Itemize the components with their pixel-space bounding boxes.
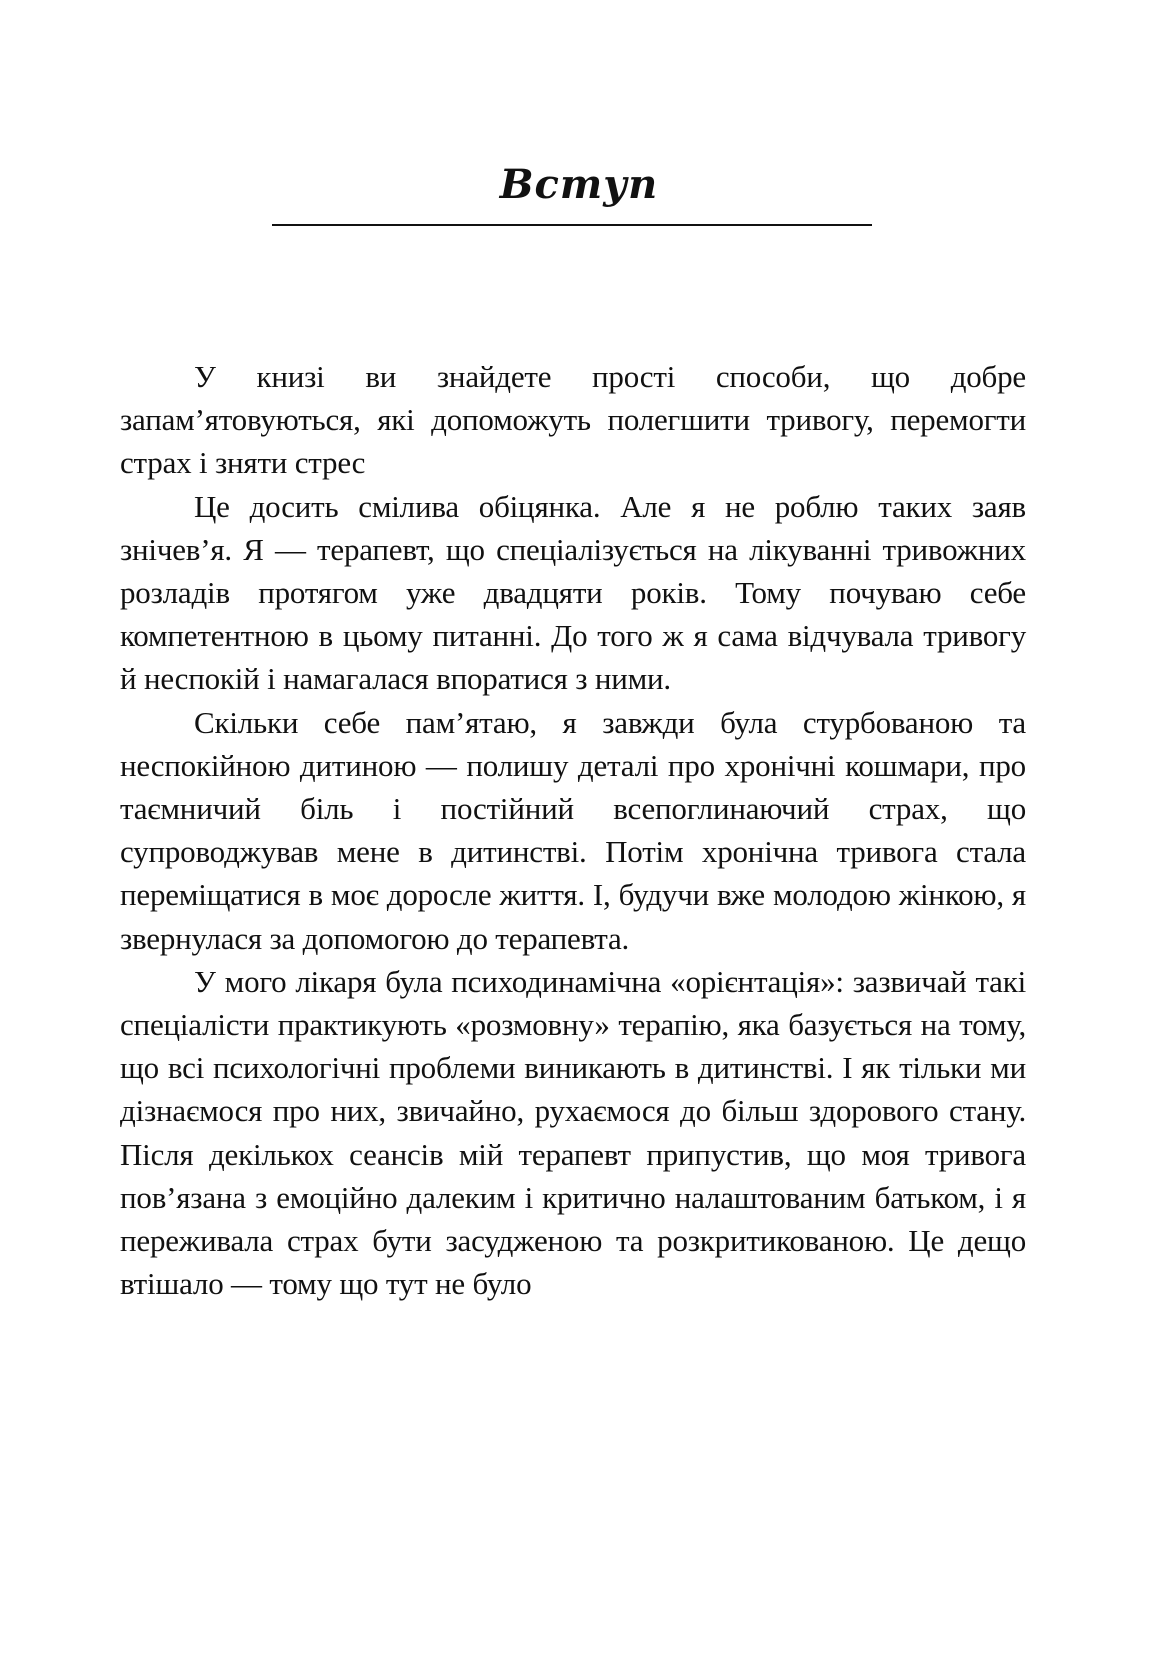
paragraph-3: Скільки себе пам’ятаю, я завжди була стурбованою та неспокійною дитиною — полишу деталі про хронічні кошмари, про таємничий біль і постійний всепоглинаючий страх, що супроводжував мене в дитинстві. Потім хронічна тривога стала переміщатися в моє доросле життя. І, будучи вже молодою жінкою, я звернулася за допомогою до терапевта.: [120, 704, 1026, 956]
paragraph-1: У книзі ви знайдете прості способи, що добре запам’ятовуються, які допоможуть полегшити тривогу, перемогти страх і зняти стрес: [120, 359, 1026, 481]
chapter-title: Вступ: [499, 161, 659, 208]
chapter-body: [120, 355, 1026, 1305]
paragraph-4: У мого лікаря була психодинамічна «орієнтація»: зазвичай такі спеціалісти практикують «розмовну» терапію, яка базується на тому, що всі психологічні проблеми виникають в дитинстві. І як тільки ми дізнаємося про них, звичайно, рухаємося до більш здорового стану. Після декількох сеансів мій терапевт припустив, що моя тривога пов’язана з емоційно далеким і критично налаштованим батьком, і я переживала страх бути засудженою та розкритикованою. Це дещо втішало — тому що тут не було: [120, 963, 1026, 1302]
paragraph-2: Це досить смілива обіцянка. Але я не роблю таких заяв знічев’я. Я — терапевт, що спеціалізується на лікуванні тривожних розладів протягом уже двадцяти років. Тому почуваю себе компетентною в цьому питанні. До того ж я сама відчувала тривогу й неспокій і намагалася впоратися з ними.: [120, 488, 1026, 697]
title-underline-divider: [272, 224, 872, 226]
